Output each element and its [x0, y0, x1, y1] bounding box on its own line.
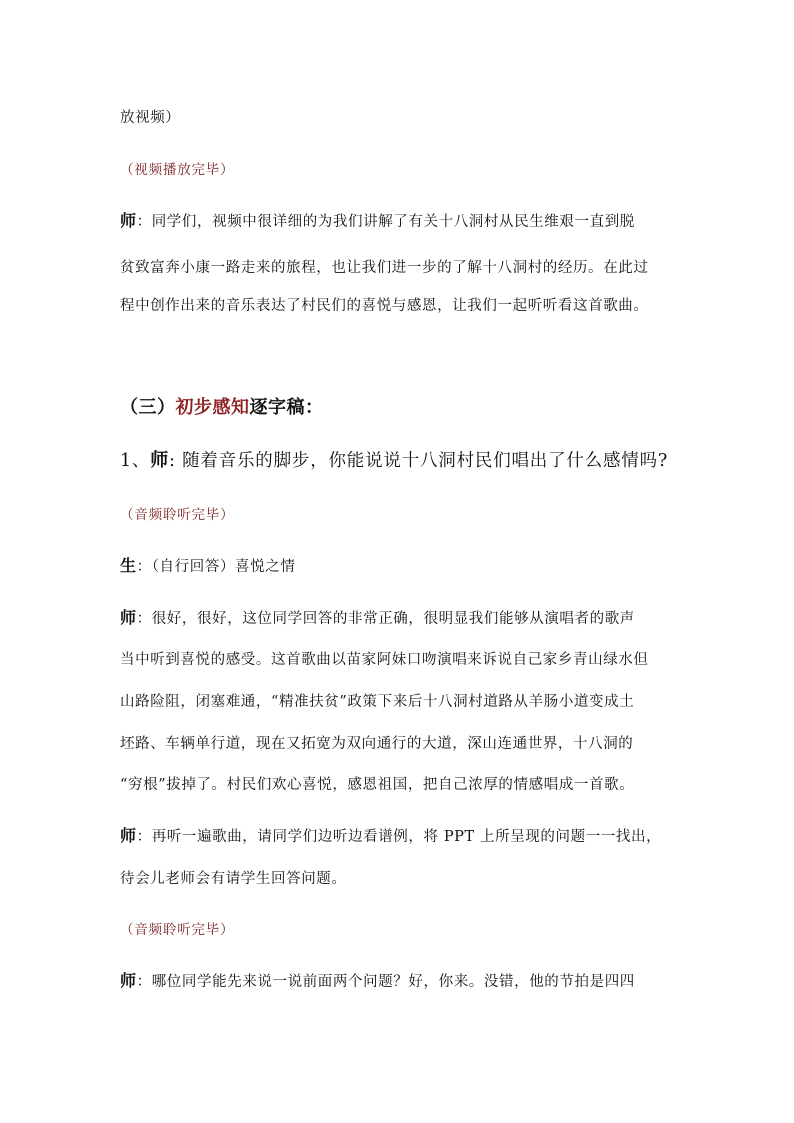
section-heading: [120, 398, 324, 418]
speaker-label: 师: [120, 211, 137, 230]
dialogue-text: ：同学们，视频中很详细的为我们讲解了有关十八洞村从民生维艰一直到脱: [136, 214, 635, 230]
text-line: 贫致富奔小康一路走来的旅程，也让我们进一步的了解十八洞村的经历。在此过: [120, 260, 649, 276]
text-line: 放视频）: [120, 110, 181, 126]
stage-direction: （音频聆听完毕）: [120, 922, 235, 938]
text-line: “穷根”拔掉了。村民们欢心喜悦，感恩祖国，把自己浓厚的情感唱成一首歌。: [120, 777, 635, 793]
speaker-label: 师: [120, 608, 137, 627]
question-line: [120, 451, 668, 471]
dialogue-line: [120, 556, 295, 577]
stage-direction: （视频播放完毕）: [120, 162, 235, 178]
dialogue-text: ：再听一遍歌曲，请同学们边听边看谱例，将 PPT 上所呈现的问题一一找出，: [136, 829, 662, 845]
text-line: 坯路、车辆单行道，现在又拓宽为双向通行的大道，深山连通世界，十八洞的: [120, 736, 634, 752]
dialogue-line: [120, 608, 635, 629]
text-line: 山路险阻，闭塞难通，“精准扶贫”政策下来后十八洞村道路从羊肠小道变成土: [120, 694, 635, 710]
speaker-label: 生: [120, 556, 137, 575]
heading-prefix: （三）: [120, 397, 176, 418]
question-number: 1、: [120, 451, 151, 471]
text-line: 程中创作出来的音乐表达了村民们的喜悦与感恩，让我们一起听听看这首歌曲。: [120, 298, 649, 314]
dialogue-text: ：很好，很好，这位同学回答的非常正确，很明显我们能够从演唱者的歌声: [136, 611, 635, 627]
text-line: 当中听到喜悦的感受。这首歌曲以苗家阿妹口吻演唱来诉说自己家乡青山绿水但: [120, 652, 649, 668]
stage-direction: （音频聆听完毕）: [120, 507, 235, 523]
speaker-label: 师: [120, 826, 137, 845]
dialogue-text: ：（自行回答）喜悦之情: [136, 559, 296, 575]
text-line: 待会儿老师会有请学生回答问题。: [120, 871, 347, 887]
question-text: : 随着音乐的脚步，你能说说十八洞村民们唱出了什么感情吗?: [169, 451, 669, 471]
speaker-label: 师: [120, 971, 137, 990]
heading-highlight: 初步感知: [175, 397, 250, 418]
heading-suffix: 逐字稿：: [249, 397, 324, 418]
dialogue-text: ：哪位同学能先来说一说前面两个问题？好，你来。没错，他的节拍是四四: [136, 974, 635, 990]
dialogue-line: [120, 211, 635, 232]
dialogue-line: [120, 971, 635, 992]
dialogue-line: [120, 826, 661, 847]
speaker-label: 师: [150, 450, 170, 471]
